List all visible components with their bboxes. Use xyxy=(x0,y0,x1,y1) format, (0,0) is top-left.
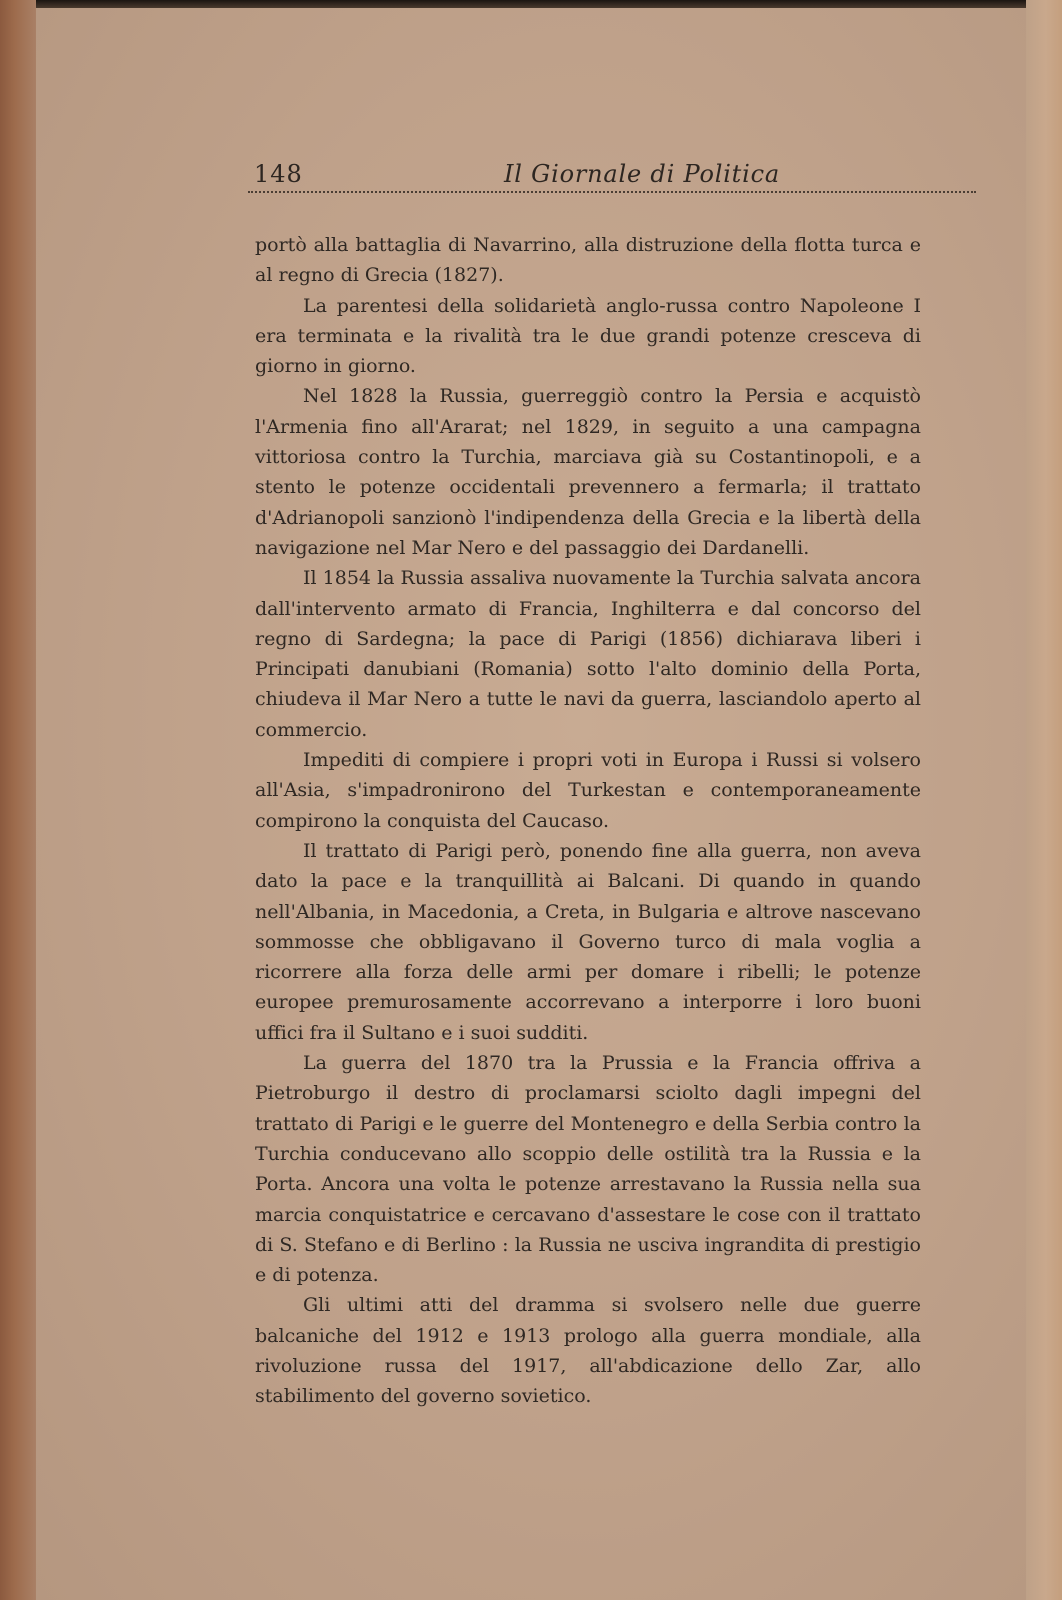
header-rule xyxy=(248,191,976,193)
paragraph: La parentesi della solidarietà anglo-russa contro Napoleone I era terminata e la rivalità tra le due grandi potenze cresceva di giorno in giorno. xyxy=(255,294,921,378)
page xyxy=(36,8,1026,1600)
running-head xyxy=(254,154,978,194)
top-shadow xyxy=(0,0,1062,8)
paragraph: Nel 1828 la Russia, guerreggiò contro la Persia e acquistò l'Armenia fino all'Ararat; nel 1829, in seguito a una campagna vittoriosa contro la Turchia, marciava già su Costantinopoli, e a stento le potenze occidentali prevennero a fermarla; il trattato d'Adrianopoli sanzionò l'indipendenza della Grecia e la libertà della navigazione nel Mar Nero e del passaggio dei Dardanelli. xyxy=(255,385,921,559)
paragraph: La guerra del 1870 tra la Prussia e la Francia offriva a Pietroburgo il destro di proclamarsi sciolto dagli impegni del trattato di Parigi e le guerre del Montenegro e della Serbia contro la Turchia conducevano allo scoppio delle ostilità tra la Russia e la Porta. Ancora una volta le potenze arrestavano la Russia nella sua marcia conquistatrice e cercavano d'assestare le cose con il trattato di S. Stefano e di Berlino : la Russia ne usciva ingrandita di prestigio e di potenza. xyxy=(255,1052,921,1287)
article-body xyxy=(255,230,921,1412)
paragraph: Gli ultimi atti del dramma si svolsero nelle due guerre balcaniche del 1912 e 1913 prologo alla guerra mondiale, alla rivoluzione russa del 1917, all'abdicazione dello Zar, allo stabilimento del governo sovietico. xyxy=(255,1294,921,1408)
left-page-edge xyxy=(0,0,36,1600)
right-page-edge xyxy=(1026,0,1062,1600)
paragraph: Il trattato di Parigi però, ponendo fine alla guerra, non aveva dato la pace e la tranquillità ai Balcani. Di quando in quando nell'Albania, in Macedonia, a Creta, in Bulgaria e altrove nascevano sommosse che obbligavano il Governo turco di mala voglia a ricorrere alla forza delle armi per domare i ribelli; le potenze europee premurosamente accorrevano a interporre i loro buoni uffici fra il Sultano e i suoi sudditi. xyxy=(255,839,921,1044)
paragraph: Il 1854 la Russia assaliva nuovamente la Turchia salvata ancora dall'intervento armato di Francia, Inghilterra e dal concorso del regno di Sardegna; la pace di Parigi (1856) dichiarava liberi i Principati danubiani (Romania) sotto l'alto dominio della Porta, chiudeva il Mar Nero a tutte le navi da guerra, lasciandolo aperto al commercio. xyxy=(255,567,921,741)
journal-title: Il Giornale di Politica xyxy=(504,160,780,188)
paragraph: Impediti di compiere i propri voti in Europa i Russi si volsero all'Asia, s'impadronirono del Turkestan e contemporaneamente compirono la conquista del Caucaso. xyxy=(255,749,921,832)
paragraph: portò alla battaglia di Navarrino, alla distruzione della flotta turca e al regno di Grecia (1827). xyxy=(255,234,921,287)
page-number: 148 xyxy=(254,160,303,188)
